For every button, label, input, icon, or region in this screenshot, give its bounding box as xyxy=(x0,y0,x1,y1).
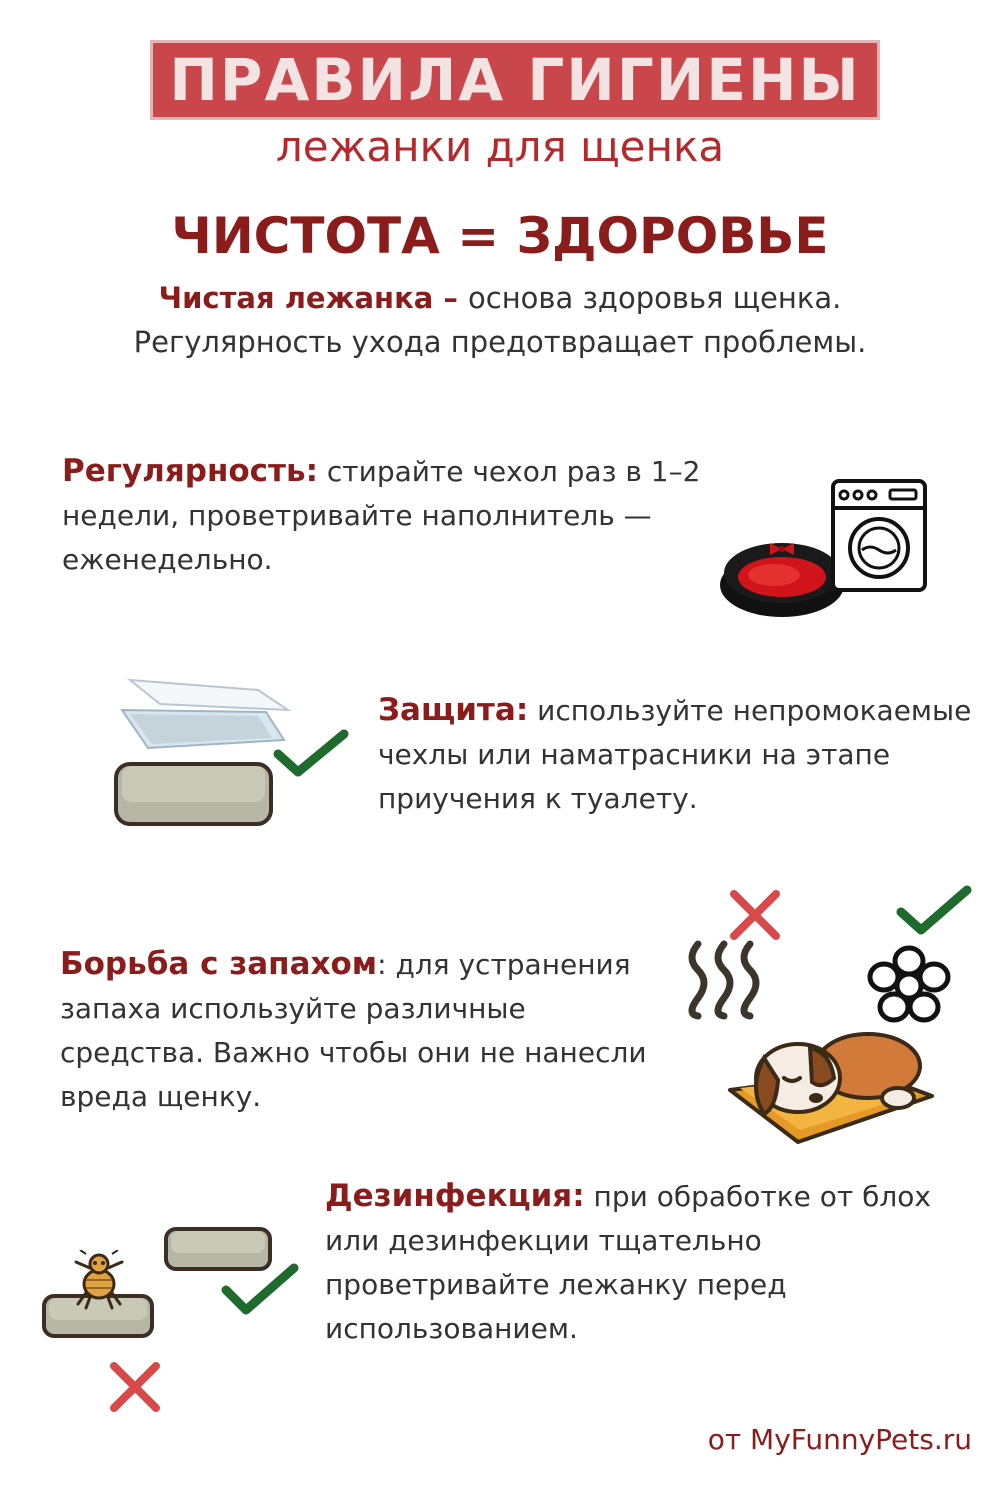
section-disinfection xyxy=(325,1174,985,1351)
washing-machine-icon xyxy=(830,478,928,593)
intro-line-1 xyxy=(0,276,1000,320)
flower-icon xyxy=(866,945,952,1025)
section-text: стирайте чехол раз в 1–2 недели, проветривайте наполнитель — еженедельно. xyxy=(62,455,701,576)
section-regularity xyxy=(62,449,762,582)
section-text: при обработке от блох или дезинфекции тщательно проветривайте лежанку перед использованием. xyxy=(325,1180,931,1345)
section-text: : для устранения запаха используйте различные средства. Важно чтобы они не нанесли вреда щенку. xyxy=(60,948,647,1113)
section-heading: Дезинфекция: xyxy=(325,1178,585,1214)
intro-line-2: Регулярность ухода предотвращает проблемы. xyxy=(133,325,867,359)
check-icon xyxy=(272,728,350,780)
check-icon xyxy=(220,1262,300,1318)
source-credit: от MyFunnyPets.ru xyxy=(707,1423,972,1456)
section-heading: Регулярность: xyxy=(62,453,319,489)
flea-icon xyxy=(40,1250,156,1342)
section-odor xyxy=(60,942,660,1119)
section-text: используйте непромокаемые чехлы или наматрасники на этапе приучения к туалету. xyxy=(378,694,972,815)
check-icon xyxy=(895,884,973,938)
page-title: ПРАВИЛА ГИГИЕНЫ xyxy=(169,46,861,114)
odor-waves-icon xyxy=(684,940,766,1020)
waterproof-pad-icon xyxy=(108,670,293,835)
page-subtitle: лежанки для щенка xyxy=(275,122,725,171)
intro-text xyxy=(0,276,1000,364)
title-banner xyxy=(150,40,880,120)
section-heading: Защита: xyxy=(378,692,529,728)
sleeping-puppy-icon xyxy=(718,1018,940,1146)
headline: ЧИСТОТА = ЗДОРОВЬЕ xyxy=(171,207,829,265)
section-protection xyxy=(378,688,988,821)
cross-icon xyxy=(108,1360,162,1414)
intro-lead: Чистая лежанка – xyxy=(158,281,469,315)
intro-line1-rest: основа здоровья щенка. xyxy=(468,281,842,315)
cross-icon xyxy=(728,888,782,942)
section-heading: Борьба с запахом xyxy=(60,946,378,982)
